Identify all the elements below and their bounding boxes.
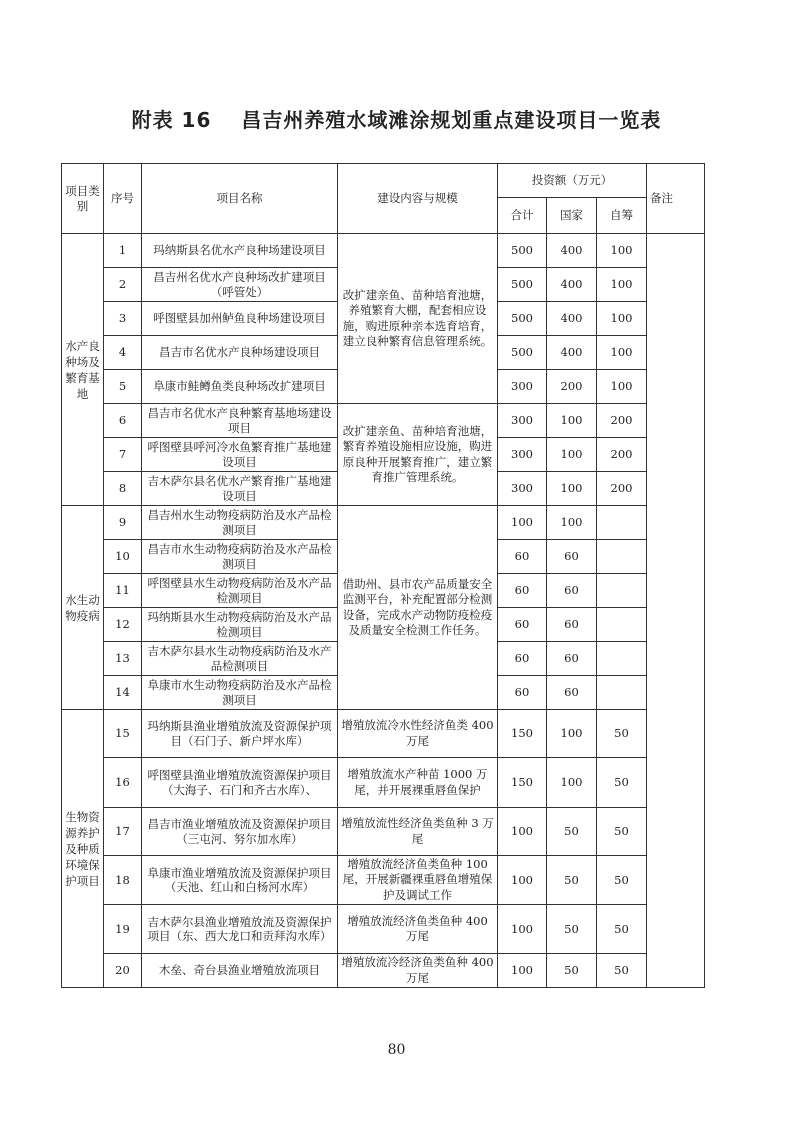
name-cell: 阜康市渔业增殖放流及资源保护项目（天池、红山和白杨河水库） [142, 856, 338, 905]
total-cell: 500 [498, 302, 547, 336]
header-category: 项目类别 [62, 164, 104, 234]
national-cell: 400 [547, 234, 597, 268]
national-cell: 60 [547, 540, 597, 574]
self-cell [597, 608, 647, 642]
national-cell: 400 [547, 302, 597, 336]
total-cell: 100 [498, 808, 547, 856]
name-cell: 昌吉州名优水产良种场改扩建项目（呼管处） [142, 268, 338, 302]
seq-cell: 19 [104, 905, 142, 954]
content-cell: 改扩建亲鱼、苗种培育池塘，养殖繁育大棚，配套相应设施，购进原种亲本选育培育，建立良种繁育信息管理系统。 [338, 234, 498, 404]
table-title: 昌吉州养殖水域滩涂规划重点建设项目一览表 [241, 108, 662, 132]
seq-cell: 14 [104, 676, 142, 710]
total-cell: 100 [498, 856, 547, 905]
self-cell: 100 [597, 370, 647, 404]
name-cell: 昌吉市名优水产良种繁育基地场建设项目 [142, 404, 338, 438]
content-cell: 增殖放流性经济鱼类鱼种 3 万尾 [338, 808, 498, 856]
table-row [62, 905, 705, 954]
name-cell: 吉木萨尔县名优水产繁育推广基地建设项目 [142, 472, 338, 506]
self-cell: 50 [597, 808, 647, 856]
self-cell: 200 [597, 438, 647, 472]
seq-cell: 13 [104, 642, 142, 676]
name-cell: 玛纳斯县水生动物疫病防治及水产品检测项目 [142, 608, 338, 642]
content-cell: 增殖放流冷水性经济鱼类 400 万尾 [338, 710, 498, 758]
project-table [61, 163, 705, 988]
national-cell: 60 [547, 574, 597, 608]
seq-cell: 15 [104, 710, 142, 758]
seq-cell: 8 [104, 472, 142, 506]
national-cell: 200 [547, 370, 597, 404]
name-cell: 阜康市水生动物疫病防治及水产品检测项目 [142, 676, 338, 710]
national-cell: 100 [547, 472, 597, 506]
name-cell: 呼图壁县渔业增殖放流资源保护项目（大海子、石门和齐古水库）、 [142, 758, 338, 808]
table-number: 附表 16 [131, 108, 212, 132]
seq-cell: 3 [104, 302, 142, 336]
table-row [62, 404, 705, 438]
seq-cell: 10 [104, 540, 142, 574]
seq-cell: 6 [104, 404, 142, 438]
seq-cell: 5 [104, 370, 142, 404]
self-cell: 50 [597, 710, 647, 758]
total-cell: 300 [498, 370, 547, 404]
national-cell: 100 [547, 438, 597, 472]
total-cell: 60 [498, 642, 547, 676]
self-cell [597, 676, 647, 710]
national-cell: 60 [547, 676, 597, 710]
category-cell: 水产良种场及繁育基地 [62, 234, 104, 506]
table-row [62, 808, 705, 856]
table-row [62, 954, 705, 988]
page-title [0, 104, 793, 133]
total-cell: 60 [498, 540, 547, 574]
national-cell: 50 [547, 808, 597, 856]
name-cell: 呼图壁县水生动物疫病防治及水产品检测项目 [142, 574, 338, 608]
national-cell: 50 [547, 954, 597, 988]
total-cell: 150 [498, 710, 547, 758]
self-cell: 200 [597, 404, 647, 438]
content-cell: 增殖放流水产种苗 1000 万尾，并开展裸重唇鱼保护 [338, 758, 498, 808]
self-cell: 100 [597, 268, 647, 302]
seq-cell: 12 [104, 608, 142, 642]
page-number: 80 [387, 1042, 406, 1058]
name-cell: 昌吉市名优水产良种场建设项目 [142, 336, 338, 370]
seq-cell: 9 [104, 506, 142, 540]
content-cell: 增殖放流经济鱼类鱼种 400 万尾 [338, 905, 498, 954]
self-cell: 100 [597, 302, 647, 336]
header-name: 项目名称 [142, 164, 338, 234]
national-cell: 100 [547, 710, 597, 758]
national-cell: 100 [547, 758, 597, 808]
national-cell: 100 [547, 404, 597, 438]
header-total: 合计 [498, 198, 547, 234]
total-cell: 60 [498, 574, 547, 608]
self-cell: 100 [597, 336, 647, 370]
national-cell: 60 [547, 642, 597, 676]
category-cell: 水生动物疫病 [62, 506, 104, 710]
content-cell: 增殖放流经济鱼类鱼种 100 尾，开展新疆裸重唇鱼增殖保护及调试工作 [338, 856, 498, 905]
seq-cell: 11 [104, 574, 142, 608]
self-cell [597, 574, 647, 608]
content-cell: 改扩建亲鱼、苗种培育池塘，繁育养殖设施相应设施，购进原良种开展繁育推广，建立繁育推广管理系统。 [338, 404, 498, 506]
self-cell: 200 [597, 472, 647, 506]
name-cell: 玛纳斯县名优水产良种场建设项目 [142, 234, 338, 268]
header-content: 建设内容与规模 [338, 164, 498, 234]
self-cell: 100 [597, 234, 647, 268]
name-cell: 阜康市鲑鳟鱼类良种场改扩建项目 [142, 370, 338, 404]
total-cell: 500 [498, 336, 547, 370]
name-cell: 吉木萨尔县渔业增殖放流及资源保护项目（东、西大龙口和贡拜沟水库） [142, 905, 338, 954]
table-row [62, 506, 705, 540]
name-cell: 玛纳斯县渔业增殖放流及资源保护项目（石门子、新户坪水库） [142, 710, 338, 758]
total-cell: 300 [498, 472, 547, 506]
remarks-cell [647, 234, 705, 988]
name-cell: 木垒、奇台县渔业增殖放流项目 [142, 954, 338, 988]
total-cell: 500 [498, 234, 547, 268]
table-row [62, 234, 705, 268]
self-cell [597, 506, 647, 540]
total-cell: 60 [498, 676, 547, 710]
name-cell: 吉木萨尔县水生动物疫病防治及水产品检测项目 [142, 642, 338, 676]
self-cell: 50 [597, 758, 647, 808]
name-cell: 昌吉市水生动物疫病防治及水产品检测项目 [142, 540, 338, 574]
name-cell: 昌吉州水生动物疫病防治及水产品检测项目 [142, 506, 338, 540]
seq-cell: 2 [104, 268, 142, 302]
total-cell: 300 [498, 438, 547, 472]
national-cell: 400 [547, 268, 597, 302]
content-cell: 增殖放流冷经济鱼类鱼种 400 万尾 [338, 954, 498, 988]
total-cell: 100 [498, 954, 547, 988]
national-cell: 100 [547, 506, 597, 540]
national-cell: 400 [547, 336, 597, 370]
total-cell: 100 [498, 905, 547, 954]
header-national: 国家 [547, 198, 597, 234]
national-cell: 50 [547, 905, 597, 954]
self-cell: 50 [597, 856, 647, 905]
seq-cell: 16 [104, 758, 142, 808]
total-cell: 150 [498, 758, 547, 808]
header-investment: 投资额（万元） [498, 164, 647, 198]
self-cell [597, 540, 647, 574]
total-cell: 500 [498, 268, 547, 302]
self-cell [597, 642, 647, 676]
header-seq: 序号 [104, 164, 142, 234]
total-cell: 60 [498, 608, 547, 642]
name-cell: 呼图壁县加州鲈鱼良种场建设项目 [142, 302, 338, 336]
seq-cell: 18 [104, 856, 142, 905]
table-row [62, 856, 705, 905]
self-cell: 50 [597, 954, 647, 988]
seq-cell: 7 [104, 438, 142, 472]
total-cell: 100 [498, 506, 547, 540]
national-cell: 50 [547, 856, 597, 905]
name-cell: 昌吉市渔业增殖放流及资源保护项目（三屯河、努尔加水库） [142, 808, 338, 856]
table-row [62, 710, 705, 758]
content-cell: 借助州、县市农产品质量安全监测平台，补充配置部分检测设备，完成水产动物防疫检疫及质量安全检测工作任务。 [338, 506, 498, 710]
header-self: 自筹 [597, 198, 647, 234]
header-remarks: 备注 [647, 164, 705, 234]
self-cell: 50 [597, 905, 647, 954]
seq-cell: 4 [104, 336, 142, 370]
total-cell: 300 [498, 404, 547, 438]
seq-cell: 1 [104, 234, 142, 268]
name-cell: 呼图壁县呼河冷水鱼繁育推广基地建设项目 [142, 438, 338, 472]
national-cell: 60 [547, 608, 597, 642]
seq-cell: 17 [104, 808, 142, 856]
category-cell: 生物资源养护及种质环境保护项目 [62, 710, 104, 988]
seq-cell: 20 [104, 954, 142, 988]
table-row [62, 758, 705, 808]
